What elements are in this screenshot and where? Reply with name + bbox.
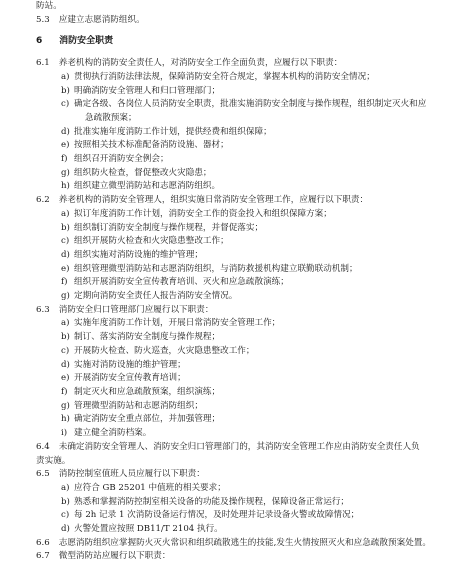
- clause-6-7: [36, 550, 454, 564]
- section-title: 消防安全职责: [59, 36, 114, 47]
- item-text: 制订、落实消防安全制度与操作规程；: [74, 332, 221, 343]
- item-text: 熟悉和掌握消防控制室相关设备的功能及操作规程，保障设备正常运行；: [74, 496, 350, 507]
- item-label: b): [61, 332, 70, 343]
- clause-5-3: [36, 14, 454, 28]
- item-text: 确定各级、各岗位人员消防安全职责，批准实施消防安全制度与操作规程，组织制定灭火和应: [74, 99, 427, 110]
- section-number: 6: [36, 36, 43, 47]
- list-item: [36, 400, 454, 414]
- clause-6-6: [36, 537, 454, 551]
- item-text: 建立健全消防档案。: [74, 428, 152, 439]
- item-text: 火警处置应按照 DB11/T 2104 执行。: [74, 524, 223, 535]
- clause-number: 6.7: [36, 551, 50, 562]
- item-label: c): [61, 236, 70, 247]
- item-text: 实施年度消防工作计划，开展日常消防安全管理工作；: [74, 318, 281, 329]
- item-text: 组织防火检查，督促整改火灾隐患；: [74, 167, 212, 178]
- clause-text: 消防安全归口管理部门应履行以下职责：: [58, 304, 214, 315]
- item-text: 组织建立微型消防站和志愿消防组织。: [74, 181, 221, 192]
- list-item: [36, 167, 454, 181]
- list-item: [36, 359, 454, 373]
- item-label: h): [61, 414, 70, 425]
- list-item: [36, 235, 454, 249]
- item-label: f): [61, 277, 68, 288]
- list-item-continuation: 急疏散预案；: [85, 112, 137, 123]
- item-label: f): [61, 154, 68, 165]
- item-text: 确定消防安全重点部位，并加强管理；: [74, 414, 221, 425]
- item-text: 制定灭火和应急疏散预案，组织演练；: [74, 386, 221, 397]
- clause-number: 5.3: [36, 14, 50, 25]
- item-label: d): [61, 524, 70, 535]
- item-text: 组织召开消防安全例会；: [74, 154, 169, 165]
- item-label: c): [61, 99, 70, 110]
- item-label: g): [61, 291, 70, 302]
- list-item: [36, 98, 454, 112]
- item-text: 组织管理微型消防站和志愿消防组织，与消防救援机构建立联勤联动机制；: [74, 263, 358, 274]
- section-6-heading: [36, 35, 454, 49]
- clause-6-2: [36, 194, 454, 208]
- list-item: [36, 331, 454, 345]
- list-item: [36, 71, 454, 85]
- list-item: [36, 345, 454, 359]
- clause-6-3: [36, 304, 454, 318]
- list-item: [36, 509, 454, 523]
- item-label: g): [61, 400, 70, 411]
- list-item: [36, 413, 454, 427]
- list-item: [36, 386, 454, 400]
- item-text: 明确消防安全管理人和归口管理部门；: [74, 85, 221, 96]
- clause-text: 微型消防站应履行以下职责：: [58, 551, 171, 562]
- item-text: 组织实施对消防设施的维护管理；: [74, 249, 203, 260]
- list-item: [36, 153, 454, 167]
- clause-text: 养老机构的消防安全管理人，组织实施日常消防安全管理工作，应履行以下职责：: [58, 195, 369, 206]
- item-text: 应符合 GB 25201 中值班的相关要求；: [74, 482, 226, 493]
- list-item: [36, 372, 454, 386]
- item-text: 开展防火检查、防火巡查，火灾隐患整改工作；: [74, 345, 255, 356]
- list-item: [36, 85, 454, 99]
- list-item: [36, 276, 454, 290]
- clause-6-1: [36, 57, 454, 71]
- item-label: a): [61, 482, 70, 493]
- clause-text: 未确定消防安全管理人、消防安全归口管理部门的，其消防安全管理工作应由消防安全责任人负: [58, 441, 420, 452]
- item-label: i): [61, 428, 68, 439]
- clause-number: 6.6: [36, 537, 50, 548]
- item-text: 按照相关技术标准配备消防设施、器材；: [74, 140, 229, 151]
- list-item: [36, 317, 454, 331]
- list-item: [36, 496, 454, 510]
- item-label: e): [61, 373, 70, 384]
- item-label: a): [61, 208, 70, 219]
- list-item: [36, 180, 454, 194]
- item-label: f): [61, 386, 68, 397]
- list-item: [36, 222, 454, 236]
- list-item: [36, 126, 454, 140]
- clause-text: 志愿消防组织应掌握防火灭火常识和组织疏散逃生的技能,发生火情按照灭火和应急疏散预案处置。: [58, 537, 431, 548]
- item-label: c): [61, 345, 70, 356]
- item-label: d): [61, 359, 70, 370]
- item-label: e): [61, 140, 70, 151]
- item-text: 批准实施年度消防工作计划，提供经费和组织保障；: [74, 126, 272, 137]
- item-label: b): [61, 496, 70, 507]
- item-text: 开展消防安全宣传教育培训；: [74, 373, 186, 384]
- list-item: [36, 208, 454, 222]
- item-label: a): [61, 318, 70, 329]
- item-text: 每 2h 记录 1 次消防设备运行情况，及时处理并记录设备火警或故障情况；: [74, 510, 360, 521]
- clause-number: 6.5: [36, 469, 50, 480]
- clause-number: 6.3: [36, 304, 50, 315]
- item-label: a): [61, 71, 70, 82]
- item-text: 实施对消防设施的维护管理；: [74, 359, 186, 370]
- clause-text: 消防控制室值班人员应履行以下职责：: [58, 469, 205, 480]
- item-label: h): [61, 181, 70, 192]
- list-item: [36, 139, 454, 153]
- item-label: d): [61, 249, 70, 260]
- clause-text: 养老机构的消防安全责任人，对消防安全工作全面负责，应履行以下职责：: [58, 58, 343, 69]
- item-label: g): [61, 167, 70, 178]
- list-item: [36, 249, 454, 263]
- item-label: c): [61, 510, 70, 521]
- item-text: 组织开展消防安全宣传教育培训、灭火和应急疏散演练；: [74, 277, 289, 288]
- clause-6-4: [36, 441, 454, 455]
- clause-continuation: 责实施。: [36, 455, 71, 466]
- item-text: 拟订年度消防工作计划，消防安全工作的资金投入和组织保障方案；: [74, 208, 332, 219]
- clause-number: 6.1: [36, 58, 50, 69]
- clause-number: 6.2: [36, 195, 50, 206]
- list-item: [36, 263, 454, 277]
- clause-number: 6.4: [36, 441, 50, 452]
- item-text: 贯彻执行消防法律法规，保障消防安全符合规定，掌握本机构的消防安全情况；: [74, 71, 375, 82]
- item-text: 组织制订消防安全制度与操作规程，并督促落实；: [74, 222, 264, 233]
- list-item: [36, 482, 454, 496]
- item-text: 组织开展防火检查和火灾隐患整改工作；: [74, 236, 229, 247]
- item-label: d): [61, 126, 70, 137]
- clause-6-5: [36, 468, 454, 482]
- item-text: 管理微型消防站和志愿消防组织；: [74, 400, 203, 411]
- top-continuation-text: 防站。: [36, 1, 62, 11]
- item-text: 定期向消防安全责任人报告消防安全情况。: [74, 291, 238, 302]
- list-item: [36, 290, 454, 304]
- list-item: [36, 427, 454, 441]
- item-label: b): [61, 85, 70, 96]
- item-label: b): [61, 222, 70, 233]
- clause-text: 应建立志愿消防组织。: [58, 14, 145, 25]
- item-label: e): [61, 263, 70, 274]
